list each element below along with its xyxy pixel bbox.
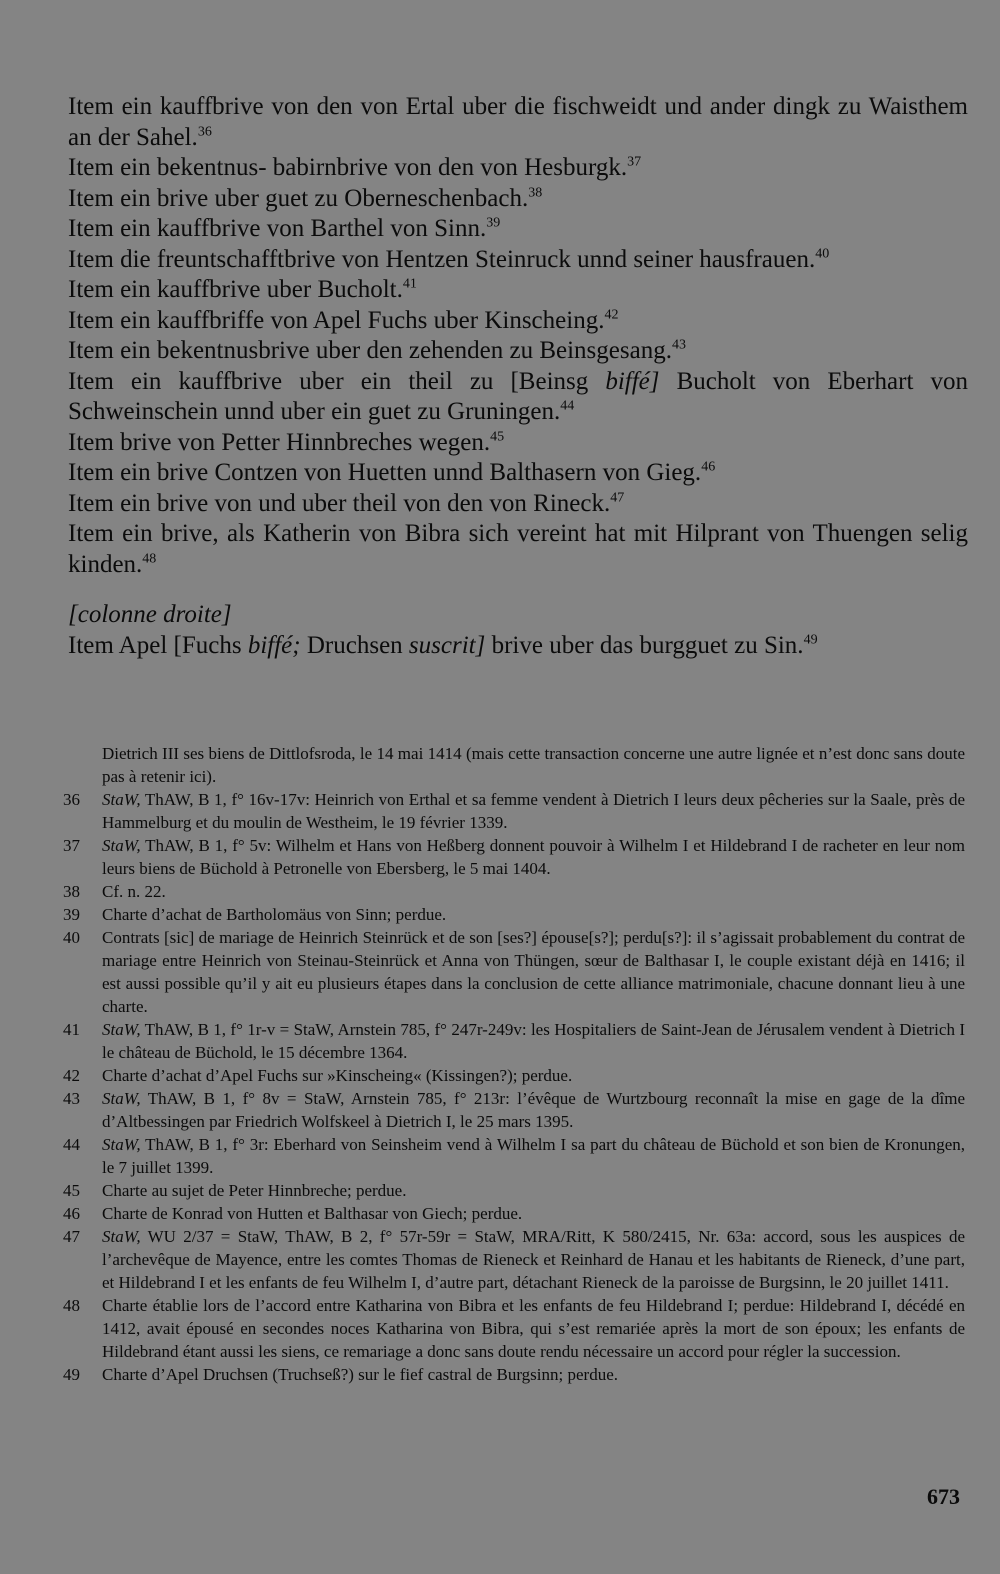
footnote-ref[interactable]: 42 [604, 307, 619, 323]
footnote-number: 47 [63, 1227, 80, 1246]
footnote [63, 788, 965, 834]
footnote-text: Cf. n. 22. [102, 882, 166, 901]
footnote-ref[interactable]: 45 [490, 429, 505, 445]
footnotes [63, 742, 965, 1386]
column-label: [colonne droite] [68, 601, 232, 628]
footnote [63, 1133, 965, 1179]
footnote [63, 903, 965, 926]
footnote-ref[interactable]: 40 [815, 246, 830, 262]
footnote-text: Charte d’achat de Bartholomäus von Sinn; perdue. [102, 905, 447, 924]
footnote-ref[interactable]: 43 [671, 337, 686, 353]
footnote [63, 1064, 965, 1087]
footnote-text: StaW, ThAW, B 1, f° 5v: Wilhelm et Hans von Heßberg donnent pouvoir à Wilhelm I et Hildebrand I de racheter en leur nom leurs biens de Büchold à Petronelle von Ebersberg, le 5 mai 1404. [102, 836, 965, 878]
entry: Item ein brive Contzen von Huetten unnd Balthasern von Gieg.$^{46}$ [68, 459, 716, 486]
entry: Item ein bekentnusbrive uber den zehenden zu Beinsgesang.$^{43}$ [68, 337, 686, 364]
footnote-continuation: Dietrich III ses biens de Dittlofsroda, le 14 mai 1414 (mais cette transaction concerne une autre lignée et n’est donc sans doute pas à retenir ici). [102, 744, 965, 786]
editorial-note: biffé] [605, 367, 660, 395]
footnote-text: StaW, ThAW, B 1, f° 8v = StaW, Arnstein 785, f° 213r: l’évêque de Wurtzbourg reconnaît la mise en gage de la dîme d’Altbessingen par Friedrich Wolfskeel à Dietrich I, le 25 mars 1395. [102, 1089, 965, 1131]
footnote [63, 1087, 965, 1133]
footnote-ref[interactable]: 48 [142, 551, 157, 567]
entry: Item ein kauffbriffe von Apel Fuchs uber Kinscheing.$^{42}$ [68, 306, 619, 334]
footnote [63, 1363, 965, 1386]
entry: Item die freuntschafftbrive von Hentzen Steinruck unnd seiner hausfrauen.$^{40}$ [68, 245, 830, 273]
footnote-number: 40 [63, 928, 80, 947]
footnote-ref[interactable]: 49 [803, 632, 818, 648]
spacer [68, 580, 968, 600]
footnote-number: 48 [63, 1296, 80, 1315]
footnote [63, 1294, 965, 1363]
footnote-number: 43 [63, 1089, 80, 1108]
entry: Item ein kauffbrive uber Bucholt.$^{41}$ [68, 276, 417, 303]
footnote [63, 834, 965, 880]
footnote-text: Charte au sujet de Peter Hinnbreche; perdue. [102, 1181, 407, 1200]
footnote-ref[interactable]: 44 [560, 398, 575, 414]
footnote-text: Contrats [sic] de mariage de Heinrich Steinrück et de son [ses?] épouse[s?]; perdu[s?]: il s’agissait probablement du contrat de mariage entre Heinrich von Steinau-Steinrück et Anna von Thüngen, sœur de Balthasar I, le couple existant déjà en 1416; il est aussi possible qu’il y ait eu plusieurs étapes dans la conclusion de cette alliance matrimoniale, chacune donnant lieu à une charte. [102, 928, 965, 1016]
entry: Item ein kauffbrive von den von Ertal uber die fischweidt und ander dingk zu Waisthem an der Sahel.$^{36}$ [68, 93, 968, 151]
entry: Item ein kauffbrive uber ein theil zu [Beinsg biffé] Bucholt von Eberhart von Schweinschein unnd uber ein guet zu Gruningen.$^{44}$ [68, 367, 968, 425]
footnote-text: Charte établie lors de l’accord entre Katharina von Bibra et les enfants de feu Hildebrand I; perdue: Hildebrand I, décédé en 1412, avait épousé en secondes noces Katharina von Bibra, qui s’est remariée après la mort de son époux; les enfants de Hildebrand étant aussi les siens, ce remariage a donc sans doute rendu nécessaire un accord pour régler la succession. [102, 1296, 965, 1361]
footnote-list [63, 788, 965, 1386]
footnote [63, 1225, 965, 1294]
main-text [68, 92, 968, 661]
footnote-number: 41 [63, 1020, 80, 1039]
entry: Item ein bekentnus- babirnbrive von den von Hesburgk.$^{37}$ [68, 154, 642, 181]
footnote-number: 37 [63, 836, 80, 855]
entry: Item brive von Petter Hinnbreches wegen.$^{45}$ [68, 428, 505, 456]
footnote-ref[interactable]: 41 [402, 276, 417, 292]
footnote-text: StaW, ThAW, B 1, f° 3r: Eberhard von Seinsheim vend à Wilhelm I sa part du château de Büchold et son bien de Kronungen, le 7 juillet 1399. [102, 1135, 965, 1177]
footnote-number: 49 [63, 1365, 80, 1384]
footnote [63, 880, 965, 903]
entry: Item ein brive von und uber theil von den von Rineck.$^{47}$ [68, 489, 625, 517]
footnote-text: StaW, ThAW, B 1, f° 16v-17v: Heinrich von Erthal et sa femme vendent à Dietrich I leurs deux pêcheries sur la Saale, près de Hammelburg et du moulin de Westheim, le 19 février 1339. [102, 790, 965, 832]
footnote-ref[interactable]: 47 [610, 490, 625, 506]
footnote-number: 36 [63, 790, 80, 809]
entry: Item ein brive uber guet zu Oberneschenbach.$^{38}$ [68, 184, 543, 212]
entry: Item ein kauffbrive von Barthel von Sinn.$^{39}$ [68, 215, 501, 242]
footnote-ref[interactable]: 38 [528, 185, 543, 201]
footnote-number: 38 [63, 882, 80, 901]
footnote [63, 1202, 965, 1225]
footnote-ref[interactable]: 36 [197, 124, 212, 140]
footnote-number: 45 [63, 1181, 80, 1200]
footnote-text: StaW, ThAW, B 1, f° 1r-v = StaW, Arnstein 785, f° 247r-249v: les Hospitaliers de Saint-Jean de Jérusalem vendent à Dietrich I le château de Büchold, le 15 décembre 1364. [102, 1020, 965, 1062]
footnote [63, 926, 965, 1018]
footnote-number: 39 [63, 905, 80, 924]
footnote [63, 1179, 965, 1202]
footnote-number: 42 [63, 1066, 80, 1085]
footnote-text: Charte d’Apel Druchsen (Truchseß?) sur le fief castral de Burgsinn; perdue. [102, 1365, 618, 1384]
footnote-number: 46 [63, 1204, 80, 1223]
footnote-number: 44 [63, 1135, 80, 1154]
entry: Item ein brive, als Katherin von Bibra sich vereint hat mit Hilprant von Thuengen selig kinden.$^{48}$ [68, 520, 968, 578]
footnote [63, 1018, 965, 1064]
footnote-text: StaW, WU 2/37 = StaW, ThAW, B 2, f° 57r-59r = StaW, MRA/Ritt, K 580/2415, Nr. 63a: accord, sous les auspices de l’archevêque de Mayence, entre les comtes Thomas de Rieneck et Reinhard de Hanau et les habitants de Rieneck, d’une part, et Hildebrand I et les enfants de feu Wilhelm I, d’autre part, détachant Rieneck de la paroisse de Burgsinn, le 20 juillet 1411. [102, 1227, 965, 1292]
footnote-ref[interactable]: 46 [701, 459, 716, 475]
footnote-ref[interactable]: 39 [486, 215, 501, 231]
footnote-text: Charte d’achat d’Apel Fuchs sur »Kinscheing« (Kissingen?); perdue. [102, 1066, 573, 1085]
footnote-ref[interactable]: 37 [627, 154, 642, 170]
editorial-bracket: [Beinsg [510, 367, 606, 395]
footnote-text: Charte de Konrad von Hutten et Balthasar von Giech; perdue. [102, 1204, 523, 1223]
entry: Item Apel [Fuchs biffé; Druchsen suscrit] brive uber das burgguet zu Sin.$^{49}$ [68, 631, 818, 659]
page-number: 673 [927, 1484, 960, 1509]
